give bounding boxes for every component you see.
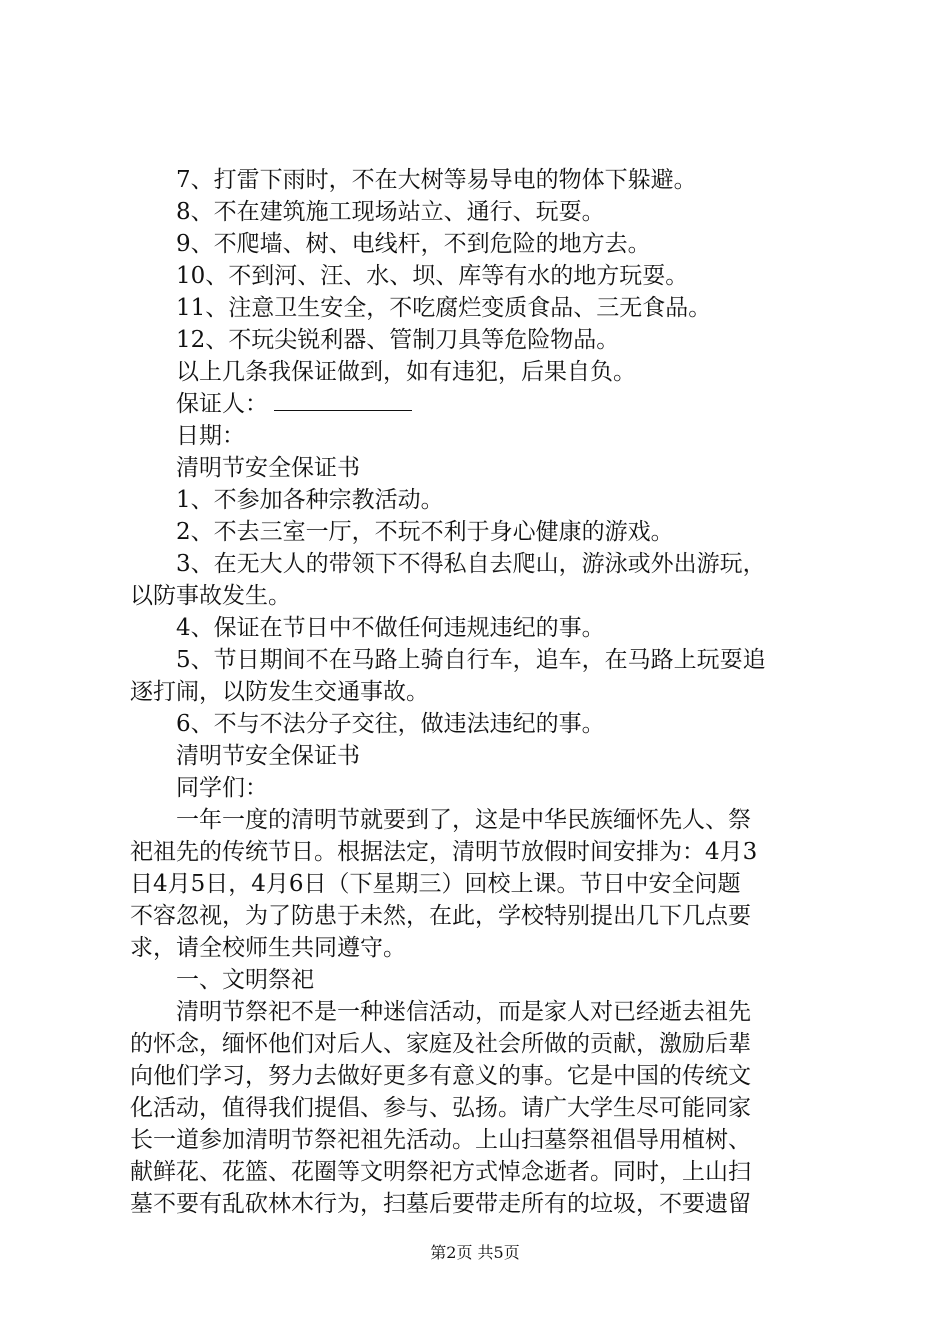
text-line [130, 356, 835, 388]
text-line [130, 1124, 835, 1156]
text-line [130, 452, 835, 484]
text-line-content: 保证人： [176, 391, 268, 417]
text-line [130, 612, 835, 644]
text-line-content: 8、不在建筑施工现场站立、通行、玩耍。 [176, 199, 605, 225]
text-line-content: 献鲜花、花篮、花圈等文明祭祀方式悼念逝者。同时，上山扫 [130, 1159, 751, 1185]
text-line [130, 548, 835, 580]
text-line-content: 求，请全校师生共同遵守。 [130, 935, 406, 961]
text-line [130, 516, 835, 548]
text-line-content: 清明节安全保证书 [176, 455, 360, 481]
text-line [130, 708, 835, 740]
text-line [130, 1092, 835, 1124]
text-line [130, 964, 835, 996]
text-line-content: 同学们： [176, 775, 268, 801]
text-line-content: 4、保证在节日中不做任何违规违纪的事。 [176, 615, 605, 641]
text-line [130, 804, 835, 836]
text-line [130, 1028, 835, 1060]
text-line [130, 772, 835, 804]
text-line [130, 1188, 835, 1220]
text-line-content: 2、不去三室一厅，不玩不利于身心健康的游戏。 [176, 519, 674, 545]
text-line-content: 5、节日期间不在马路上骑自行车，追车，在马路上玩耍追 [176, 647, 766, 673]
text-line-content: 不容忽视，为了防患于未然，在此，学校特别提出几下几点要 [130, 903, 751, 929]
text-line-content: 10、不到河、汪、水、坝、库等有水的地方玩耍。 [176, 263, 689, 289]
text-line-content: 12、不玩尖锐利器、管制刀具等危险物品。 [176, 327, 620, 353]
document-body [130, 164, 835, 1220]
text-line-content: 清明节安全保证书 [176, 743, 360, 769]
text-line [130, 260, 835, 292]
text-line-content: 祀祖先的传统节日。根据法定，清明节放假时间安排为：4月3 [130, 839, 758, 865]
text-line-content: 6、不与不法分子交往，做违法违纪的事。 [176, 711, 605, 737]
text-line [130, 292, 835, 324]
text-line-content: 日4月5日，4月6日（下星期三）回校上课。节日中安全问题 [130, 871, 741, 897]
text-line [130, 484, 835, 516]
text-line-content: 清明节祭祀不是一种迷信活动，而是家人对已经逝去祖先 [176, 999, 751, 1025]
text-line-content: 化活动，值得我们提倡、参与、弘扬。请广大学生尽可能同家 [130, 1095, 751, 1121]
text-line-content: 1、不参加各种宗教活动。 [176, 487, 444, 513]
signature-blank-line [274, 390, 412, 411]
text-line [130, 196, 835, 228]
text-line [130, 388, 835, 420]
page-footer: 第2页 共5页 [430, 1243, 520, 1262]
text-line [130, 868, 835, 900]
text-line-content: 以防事故发生。 [130, 583, 291, 609]
text-line [130, 900, 835, 932]
text-line [130, 932, 835, 964]
text-line [130, 580, 835, 612]
text-line [130, 420, 835, 452]
text-line [130, 996, 835, 1028]
text-line-content: 3、在无大人的带领下不得私自去爬山，游泳或外出游玩， [176, 551, 766, 577]
text-line-content: 长一道参加清明节祭祀祖先活动。上山扫墓祭祖倡导用植树、 [130, 1127, 751, 1153]
text-line-content: 7、打雷下雨时，不在大树等易导电的物体下躲避。 [176, 167, 697, 193]
text-line [130, 1060, 835, 1092]
text-line-content: 一年一度的清明节就要到了，这是中华民族缅怀先人、祭 [176, 807, 751, 833]
text-line [130, 164, 835, 196]
text-line-content: 以上几条我保证做到，如有违犯，后果自负。 [176, 359, 636, 385]
text-line-content: 9、不爬墙、树、电线杆，不到危险的地方去。 [176, 231, 651, 257]
text-line-content: 墓不要有乱砍林木行为，扫墓后要带走所有的垃圾，不要遗留 [130, 1191, 751, 1217]
text-line [130, 1156, 835, 1188]
text-line-content: 向他们学习，努力去做好更多有意义的事。它是中国的传统文 [130, 1063, 751, 1089]
text-line [130, 644, 835, 676]
text-line-content: 日期： [176, 423, 245, 449]
text-line [130, 836, 835, 868]
text-line-content: 一、文明祭祀 [176, 967, 314, 993]
text-line-content: 11、注意卫生安全，不吃腐烂变质食品、三无食品。 [176, 295, 712, 321]
text-line-content: 的怀念，缅怀他们对后人、家庭及社会所做的贡献，激励后辈 [130, 1031, 751, 1057]
text-line [130, 740, 835, 772]
text-line [130, 228, 835, 260]
text-line [130, 676, 835, 708]
text-line-content: 逐打闹，以防发生交通事故。 [130, 679, 429, 705]
text-line [130, 324, 835, 356]
